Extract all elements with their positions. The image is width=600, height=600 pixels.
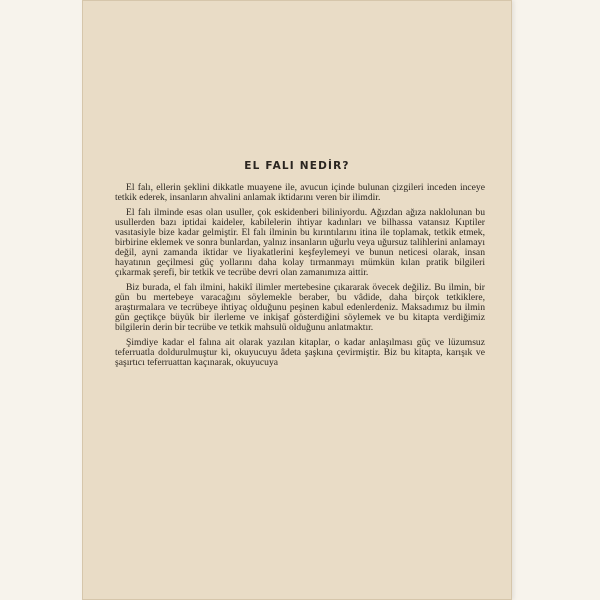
paragraph: Biz burada, el falı ilmini, hakikî ilimler mertebesine çıkararak övecek değiliz. Bu ilmin, bir gün bu mertebeye varacağını söylemekle beraber, bu vâdide, daha birçok tetkiklere, araştırmalara ve tecrübeye ihtiyaç olduğunu peşinen kabul edenlerdeniz. Maksadımız bu ilmin gün geçtikçe büyük bir ilerleme ve inkişaf gösterdiğini söylemek ve bu kitapta verdiğimiz bilgilerin derin bir tecrübe ve tetkik mahsulü olduğunu anlatmaktır. [115,281,485,334]
paragraph: El falı, ellerin şeklini dikkatle muayene ile, avucun içinde bulunan çizgileri inceden inceye tetkik ederek, insanların ahvalini anlamak iktidarını veren bir ilimdir. [115,182,485,204]
body-text [115,183,485,373]
page-title: EL FALI NEDİR? [244,160,350,172]
paragraph: Şimdiye kadar el falına ait olarak yazılan kitaplar, o kadar anlaşılması güç ve lüzumsuz teferruatla doldurulmuştur ki, okuyucuyu âdeta şaşkına çevirmiştir. Biz bu kitapta, karışık ve şaşırtıcı teferruattan kaçınarak, okuyucuya [115,336,485,368]
paragraph: El falı ilminde esas olan usuller, çok eskidenberi biliniyordu. Ağızdan ağıza naklolunan bu usullerden bazı iptidai kaideler, kabilelerin ihtiyar kadınları ve bilhassa vatansız Kıptiler vasıtasiyle bize kadar gelmiştir. El falı ilminin bu kırıntılarını itina ile toplamak, tetkik etmek, birbirine eklemek ve sonra bunlardan, yalnız insanların uğurlu veya uğursuz talihlerini anlamayı değil, ayni zamanda iktidar ve liyakatlerini keşfeylemeyi ve bunun neticesi olarak, insan hayatının geçilmesi güç yollarını daha kolay tırmanmayı mümkün kılan pratik bilgileri çıkarmak şerefi, bir tetkik ve tecrübe devri olan zamanımıza aittir. [115,206,485,279]
book-page [82,0,512,600]
